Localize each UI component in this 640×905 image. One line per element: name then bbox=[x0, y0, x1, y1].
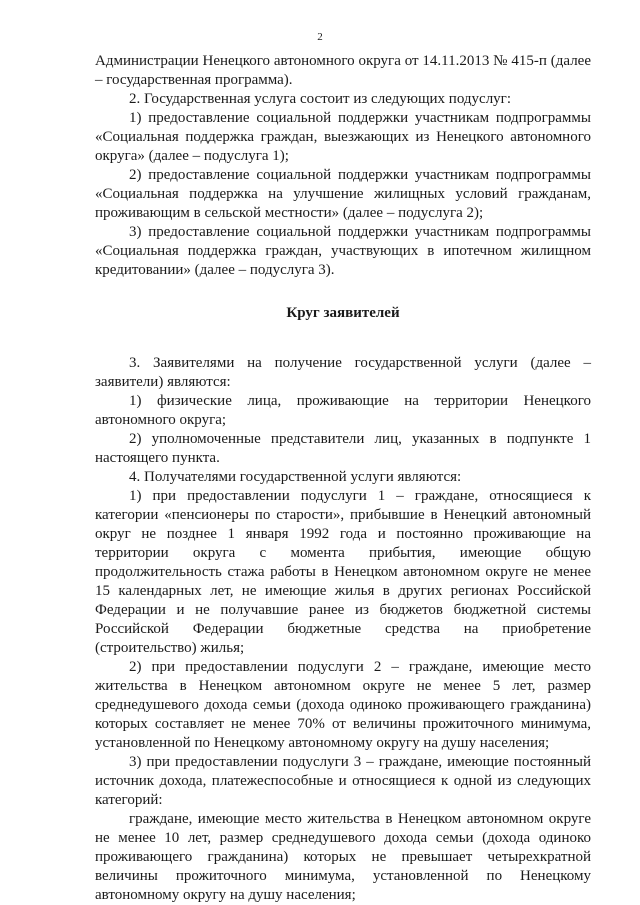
paragraph: 2. Государственная услуга состоит из следующих подуслуг: bbox=[129, 91, 512, 107]
page-number: 2 bbox=[317, 31, 323, 43]
document-body bbox=[95, 52, 591, 905]
paragraph: 1) при предоставлении подуслуги 1 – граждане, относящиеся к категории «пенсионеры по старости», прибывшие в Ненецкий автономный округ не позднее 1 января 1992 года и постоянно проживающие на территории округа с момента прибытия, имеющие общую продолжительность стажа работы в Ненецком автономном округе не менее 15 календарных лет, не имеющие жилья в других регионах Российской Федерации и не получавшие ранее из бюджетов бюджетной системы Российской Федерации бюджетные средства на приобретение (строительство) жилья; bbox=[95, 488, 591, 656]
paragraph: 2) уполномоченные представители лиц, указанных в подпункте 1 настоящего пункта. bbox=[95, 431, 591, 466]
paragraph: 1) предоставление социальной поддержки участникам подпрограммы «Социальная поддержка граждан, выезжающих из Ненецкого автономного округа» (далее – подуслуга 1); bbox=[95, 110, 591, 164]
paragraph: 1) физические лица, проживающие на территории Ненецкого автономного округа; bbox=[95, 393, 591, 428]
paragraph: 2) при предоставлении подуслуги 2 – граждане, имеющие место жительства в Ненецком автономном округе не менее 5 лет, размер среднедушевого дохода семьи (дохода одиноко проживающего гражданина) которых составляет не менее 70% от величины прожиточного минимума, установленной по Ненецкому автономному округу на душу населения; bbox=[95, 659, 591, 751]
paragraph: 3) при предоставлении подуслуги 3 – граждане, имеющие постоянный источник дохода, платежеспособные и относящиеся к одной из следующих категорий: bbox=[95, 754, 591, 808]
paragraph: 3) предоставление социальной поддержки участникам подпрограммы «Социальная поддержка граждан, участвующих в ипотечном жилищном кредитовании» (далее – подуслуга 3). bbox=[95, 224, 591, 278]
paragraph: 2) предоставление социальной поддержки участникам подпрограммы «Социальная поддержка на улучшение жилищных условий гражданам, проживающим в сельской местности» (далее – подуслуга 2); bbox=[95, 167, 591, 221]
paragraph: граждане, имеющие место жительства в Ненецком автономном округе не менее 10 лет, размер среднедушевого дохода семьи (дохода одиноко проживающего гражданина) которых не превышает четырехкратной величины прожиточного минимума, установленной по Ненецкому автономному округу на душу населения; bbox=[95, 811, 591, 903]
paragraph: 4. Получателями государственной услуги являются: bbox=[129, 469, 462, 485]
section-heading: Круг заявителей bbox=[286, 305, 400, 321]
paragraph: Администрации Ненецкого автономного округа от 14.11.2013 № 415-п (далее – государственная программа). bbox=[95, 53, 591, 88]
paragraph: 3. Заявителями на получение государственной услуги (далее – заявители) являются: bbox=[95, 355, 591, 390]
